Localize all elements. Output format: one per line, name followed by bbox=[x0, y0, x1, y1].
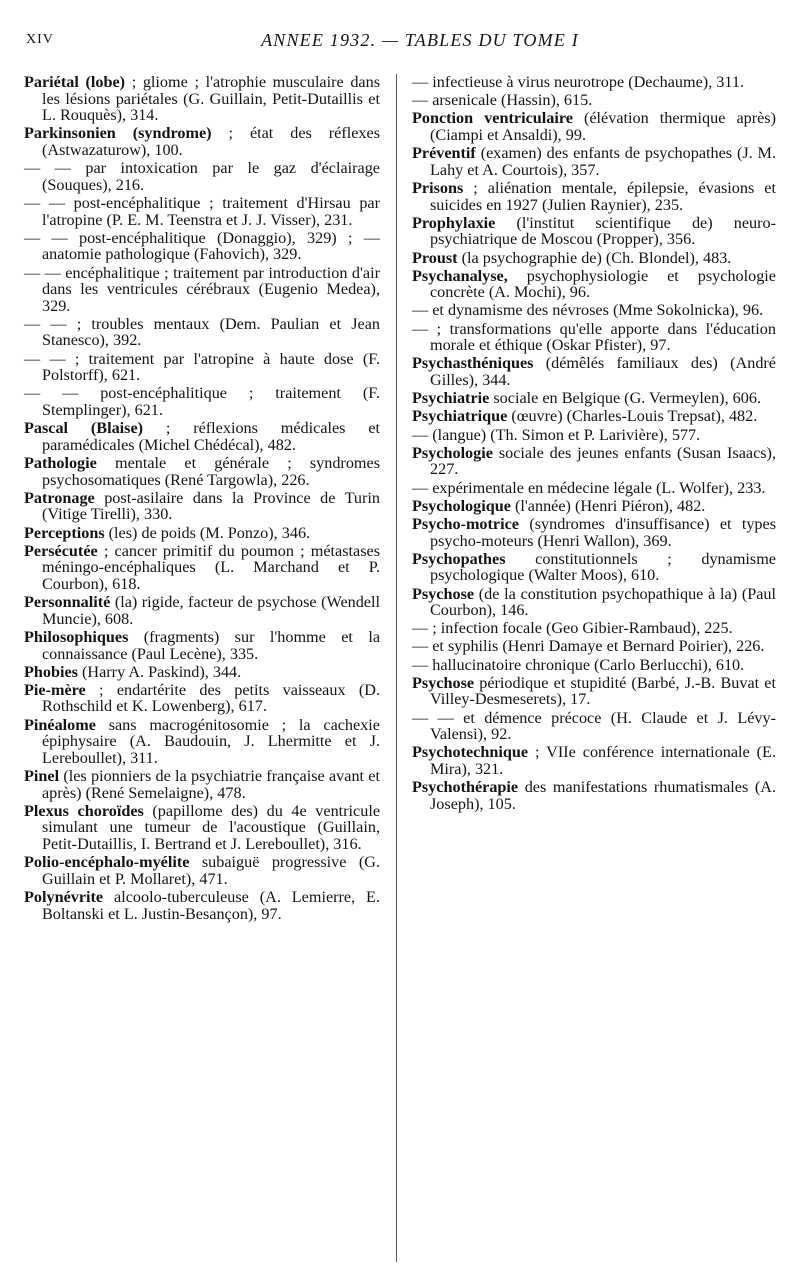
entry-headword: Pie-mère bbox=[24, 680, 86, 699]
entry-text: (la) rigide, facteur de psychose (Wendell Muncie), 608. bbox=[42, 593, 380, 628]
index-entry bbox=[412, 551, 776, 584]
index-entry bbox=[24, 803, 380, 853]
page-number: XIV bbox=[26, 32, 54, 47]
entry-text: (papillome des) du 4e ventricule simulant une tumeur de l'acoustique (Guillain, Petit-Dutaillis, I. Bertrand et J. Lereboullet), 316. bbox=[42, 801, 381, 853]
index-entry bbox=[412, 110, 776, 143]
index-entry bbox=[412, 657, 776, 674]
entry-text: — — post-encéphalitique (Donaggio), 329) ; — anatomie pathologique (Fahovich), 329. bbox=[24, 228, 380, 264]
entry-headword: Polynévrite bbox=[24, 887, 104, 906]
entry-headword: Psychopathes bbox=[412, 549, 506, 568]
column-divider bbox=[396, 74, 397, 1262]
entry-text: — infectieuse à virus neurotrope (Dechaume), 311. bbox=[412, 73, 745, 91]
index-entry bbox=[24, 525, 380, 542]
entry-text: sans macrogénitosomie ; la cachexie épiphysaire (A. Baudouin, J. Lhermitte et J. Lereboullet), 311. bbox=[42, 715, 380, 767]
index-entry bbox=[412, 215, 776, 248]
index-entry bbox=[24, 682, 380, 715]
index-entry bbox=[412, 710, 776, 743]
entry-text: ; cancer primitif du poumon ; métastases méningo-encéphaliques (L. Marchand et P. Courbon), 618. bbox=[42, 541, 380, 593]
index-entry bbox=[24, 768, 380, 801]
entry-text: mentale et générale ; syndromes psychosomatiques (René Targowla), 226. bbox=[42, 454, 380, 489]
entry-text: ; aliénation mentale, épilepsie, évasions et suicides en 1927 (Julien Raynier), 235. bbox=[430, 178, 776, 214]
entry-headword: Pascal (Blaise) bbox=[24, 419, 144, 438]
entry-text: (examen) des enfants de psychopathes (J. M. Lahy et A. Courtois), 357. bbox=[430, 144, 776, 179]
index-entry bbox=[412, 302, 776, 319]
entry-text: — arsenicale (Hassin), 615. bbox=[412, 91, 593, 110]
index-entry bbox=[412, 675, 776, 708]
entry-headword: Plexus choroïdes bbox=[24, 801, 144, 820]
entry-text: (élévation thermique après) (Ciampi et Ansaldi), 99. bbox=[430, 109, 776, 144]
entry-headword: Prisons bbox=[412, 178, 464, 197]
index-entry bbox=[412, 408, 776, 425]
page-header bbox=[22, 30, 778, 54]
index-entry bbox=[24, 230, 380, 263]
index-entry bbox=[24, 717, 380, 767]
index-entry bbox=[412, 145, 776, 178]
index-entry bbox=[24, 543, 380, 593]
left-column bbox=[24, 74, 380, 1263]
entry-headword: Philosophiques bbox=[24, 627, 129, 646]
entry-text: — — encéphalitique ; traitement par introduction d'air dans les ventricules cérébraux (Eugenio Medea), 329. bbox=[24, 263, 380, 315]
entry-headword: Psychasthéniques bbox=[412, 354, 534, 373]
index-entry bbox=[24, 455, 380, 488]
index-entry bbox=[412, 321, 776, 354]
entry-headword: Pathologie bbox=[24, 454, 97, 472]
entry-text: ; VIIe conférence internationale (E. Mira), 321. bbox=[430, 743, 776, 778]
entry-text: alcoolo-tuberculeuse (A. Lemierre, E. Boltanski et L. Justin-Besançon), 97. bbox=[42, 887, 380, 923]
entry-text: psychophysiologie et psychologie concrète (A. Mochi), 96. bbox=[430, 266, 776, 302]
entry-text: sociale en Belgique (G. Vermeylen), 606. bbox=[489, 389, 761, 408]
entry-text: — ; infection focale (Geo Gibier-Rambaud), 225. bbox=[412, 619, 733, 638]
entry-text: (les) de poids (M. Ponzo), 346. bbox=[104, 523, 311, 542]
entry-text: — — post-encéphalitique ; traitement (F. Stemplinger), 621. bbox=[24, 384, 380, 420]
entry-text: (de la constitution psychopathique à la) (Paul Courbon), 146. bbox=[430, 584, 776, 620]
entry-text: — — post-encéphalitique ; traitement d'Hirsau par l'atropine (P. E. M. Teenstra et J. J. Visser), 231. bbox=[24, 193, 380, 229]
entry-text: — — et démence précoce (H. Claude et J. Lévy-Valensi), 92. bbox=[412, 708, 776, 744]
entry-text: (les pionniers de la psychiatrie française avant et après) (René Semelaigne), 478. bbox=[42, 767, 380, 802]
index-entry bbox=[412, 620, 776, 637]
index-entry bbox=[412, 427, 776, 444]
index-entry bbox=[412, 586, 776, 619]
right-column bbox=[412, 74, 776, 1263]
entry-headword: Perceptions bbox=[24, 523, 105, 542]
entry-text: ; gliome ; l'atrophie musculaire dans les lésions pariétales (G. Guillain, Petit-Dutaillis et L. Rouquès), 314. bbox=[42, 73, 381, 125]
index-entry bbox=[24, 160, 380, 193]
index-entry bbox=[24, 385, 380, 418]
index-entry bbox=[24, 420, 380, 453]
entry-text: subaiguë progressive (G. Guillain et P. Mollaret), 471. bbox=[42, 853, 380, 888]
entry-headword: Personnalité bbox=[24, 593, 111, 612]
entry-headword: Préventif bbox=[412, 144, 476, 163]
entry-text: (la psychographie de) (Ch. Blondel), 483. bbox=[457, 248, 732, 267]
entry-text: (Harry A. Paskind), 344. bbox=[77, 662, 242, 681]
entry-text: ; endartérite des petits vaisseaux (D. Rothschild et K. Lowenberg), 617. bbox=[42, 680, 380, 716]
entry-headword: Psychologique bbox=[412, 496, 511, 515]
entry-headword: Psychiatrie bbox=[412, 389, 490, 408]
index-entry bbox=[412, 355, 776, 388]
entry-headword: Pinéalome bbox=[24, 715, 96, 734]
index-entry bbox=[24, 74, 380, 124]
index-entry bbox=[412, 480, 776, 497]
entry-text: — hallucinatoire chronique (Carlo Berlucchi), 610. bbox=[412, 655, 745, 674]
index-entry bbox=[24, 664, 380, 681]
entry-text: — — ; traitement par l'atropine à haute dose (F. Polstorff), 621. bbox=[24, 349, 380, 385]
entry-headword: Pariétal (lobe) bbox=[24, 73, 126, 91]
entry-headword: Psychose bbox=[412, 673, 475, 692]
index-entry bbox=[24, 490, 380, 523]
entry-headword: Psychothérapie bbox=[412, 778, 519, 797]
entry-headword: Persécutée bbox=[24, 541, 98, 560]
index-entry bbox=[412, 445, 776, 478]
entry-text: (fragments) sur l'homme et la connaissance (Paul Lecène), 335. bbox=[42, 627, 380, 663]
entry-text: sociale des jeunes enfants (Susan Isaacs), 227. bbox=[430, 443, 776, 479]
entry-text: des manifestations rhumatismales (A. Joseph), 105. bbox=[430, 778, 776, 813]
index-entry bbox=[412, 92, 776, 109]
index-entry bbox=[412, 638, 776, 655]
index-entry bbox=[24, 854, 380, 887]
index-entry bbox=[412, 74, 776, 91]
entry-headword: Patronage bbox=[24, 488, 95, 507]
index-entry bbox=[24, 125, 380, 158]
entry-headword: Psychiatrique bbox=[412, 407, 508, 426]
entry-text: — et syphilis (Henri Damaye et Bernard Poirier), 226. bbox=[412, 637, 765, 656]
entry-text: — expérimentale en médecine légale (L. Wolfer), 233. bbox=[412, 478, 766, 497]
entry-text: — et dynamisme des névroses (Mme Sokolnicka), 96. bbox=[412, 301, 764, 320]
entry-text: (œuvre) (Charles-Louis Trepsat), 482. bbox=[507, 407, 758, 426]
index-entry bbox=[24, 316, 380, 349]
entry-headword: Proust bbox=[412, 248, 458, 267]
entry-headword: Psychologie bbox=[412, 443, 493, 462]
entry-text: — — ; troubles mentaux (Dem. Paulian et Jean Stanesco), 392. bbox=[24, 314, 380, 350]
index-entry bbox=[412, 744, 776, 777]
entry-headword: Psychose bbox=[412, 584, 475, 603]
entry-text: (l'institut scientifique de) neuro-psychiatrique de Moscou (Propper), 356. bbox=[430, 213, 776, 249]
entry-headword: Psychotechnique bbox=[412, 743, 529, 762]
index-entry bbox=[24, 594, 380, 627]
entry-text: (démêlés familiaux des) (André Gilles), 344. bbox=[430, 354, 776, 390]
entry-text: — (langue) (Th. Simon et P. Larivière), 577. bbox=[412, 425, 701, 444]
entry-headword: Parkinsonien (syndrome) bbox=[24, 124, 212, 143]
index-entry bbox=[24, 889, 380, 922]
entry-text: — — par intoxication par le gaz d'éclairage (Souques), 216. bbox=[24, 159, 380, 194]
index-entry bbox=[412, 180, 776, 213]
entry-text: ; état des réflexes (Astwazaturow), 100. bbox=[42, 124, 381, 159]
entry-text: ; réflexions médicales et paramédicales (Michel Chédécal), 482. bbox=[42, 419, 380, 454]
index-entry bbox=[24, 351, 380, 384]
index-entry bbox=[412, 779, 776, 812]
index-entry bbox=[412, 390, 776, 407]
entry-text: constitutionnels ; dynamisme psychologique (Walter Moos), 610. bbox=[430, 549, 776, 585]
entry-headword: Psycho-motrice bbox=[412, 514, 519, 533]
index-entry bbox=[24, 195, 380, 228]
entry-text: (l'année) (Henri Piéron), 482. bbox=[510, 496, 706, 515]
entry-text: post-asilaire dans la Province de Turin (Vitige Tirelli), 330. bbox=[42, 488, 380, 524]
entry-headword: Pinel bbox=[24, 767, 60, 786]
entry-headword: Phobies bbox=[24, 662, 78, 681]
entry-headword: Prophylaxie bbox=[412, 213, 496, 232]
entry-headword: Psychanalyse, bbox=[412, 266, 508, 285]
index-entry bbox=[24, 629, 380, 662]
entry-text: (syndromes d'insuffisance) et types psycho-moteurs (Henri Wallon), 369. bbox=[430, 514, 776, 550]
index-entry bbox=[412, 250, 776, 267]
entry-headword: Ponction ventriculaire bbox=[412, 109, 573, 128]
index-entry bbox=[412, 498, 776, 515]
index-entry bbox=[24, 265, 380, 315]
index-entry bbox=[412, 268, 776, 301]
entry-text: — ; transformations qu'elle apporte dans l'éducation morale et éthique (Oskar Pfister), 97. bbox=[412, 319, 776, 355]
entry-headword: Polio-encéphalo-myélite bbox=[24, 853, 190, 872]
running-title: ANNEE 1932. — TABLES DU TOME I bbox=[261, 30, 579, 50]
entry-text: périodique et stupidité (Barbé, J.-B. Buvat et Villey-Desmeserets), 17. bbox=[430, 673, 776, 709]
index-entry bbox=[412, 516, 776, 549]
